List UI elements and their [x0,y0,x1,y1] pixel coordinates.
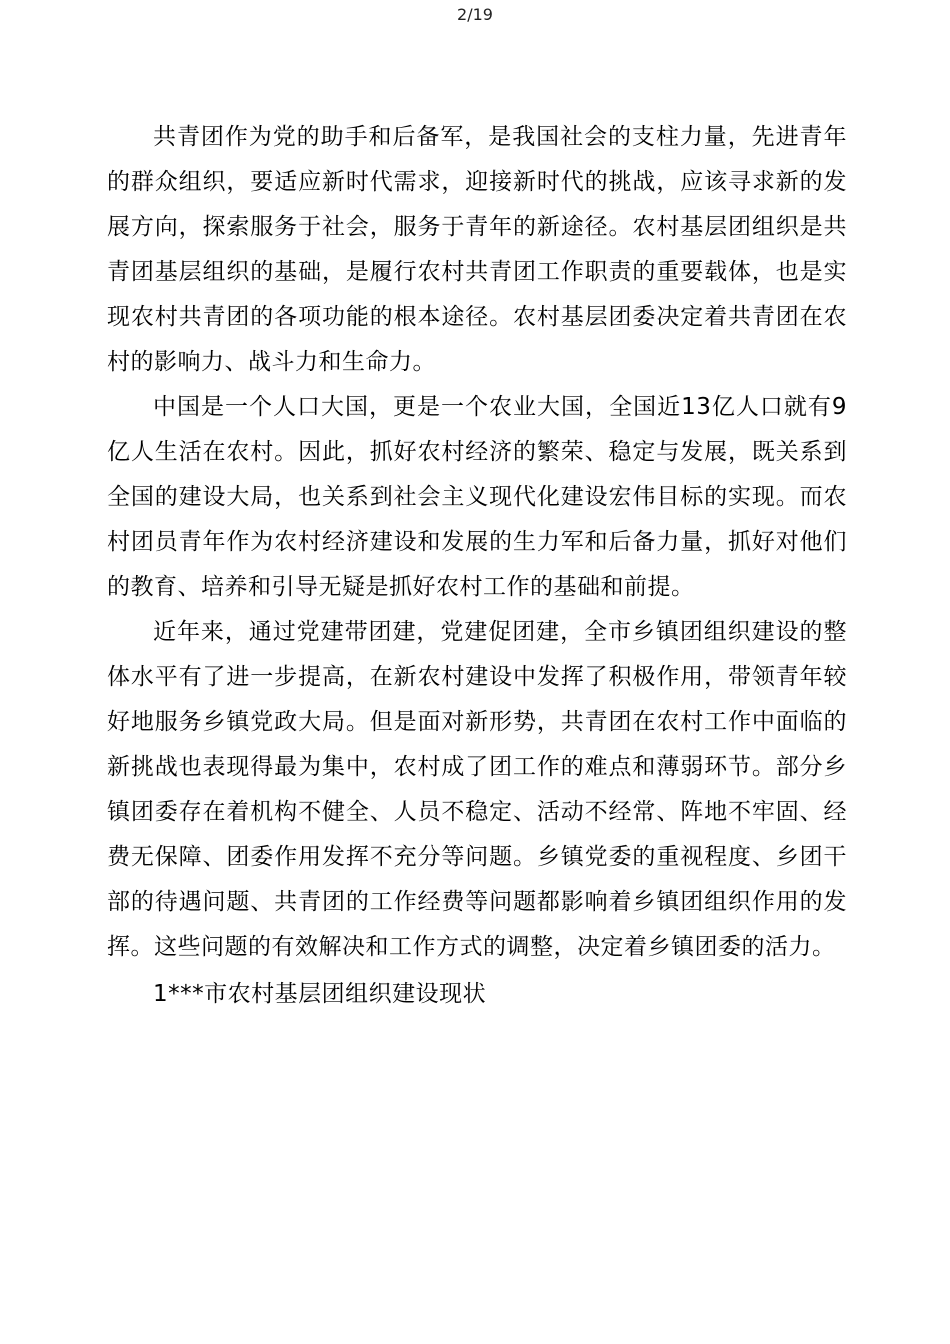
document-body [107,115,847,1017]
section-heading: 1***市农村基层团组织建设现状 [153,981,487,1007]
paragraph-intro: 共青团作为党的助手和后备军，是我国社会的支柱力量，先进青年的群众组织，要适应新时代需求，迎接新时代的挑战，应该寻求新的发展方向，探索服务于社会，服务于青年的新途径。农村基层团组织是共青团基层组织的基础，是履行农村共青团工作职责的重要载体，也是实现农村共青团的各项功能的根本途径。农村基层团委决定着共青团在农村的影响力、战斗力和生命力。 [107,124,847,375]
paragraph-rural-population: 中国是一个人口大国，更是一个农业大国，全国近13亿人口就有9亿人生活在农村。因此，抓好农村经济的繁荣、稳定与发展，既关系到全国的建设大局，也关系到社会主义现代化建设宏伟目标的实现。而农村团员青年作为农村经济建设和发展的生力军和后备力量，抓好对他们的教育、培养和引导无疑是抓好农村工作的基础和前提。 [107,394,847,600]
page-number: 2/19 [457,5,493,24]
paragraph-recent-years: 近年来，通过党建带团建，党建促团建，全市乡镇团组织建设的整体水平有了进一步提高，在新农村建设中发挥了积极作用，带领青年较好地服务乡镇党政大局。但是面对新形势，共青团在农村工作中面临的新挑战也表现得最为集中，农村成了团工作的难点和薄弱环节。部分乡镇团委存在着机构不健全、人员不稳定、活动不经常、阵地不牢固、经费无保障、团委作用发挥不充分等问题。乡镇党委的重视程度、乡团干部的待遇问题、共青团的工作经费等问题都影响着乡镇团组织作用的发挥。这些问题的有效解决和工作方式的调整，决定着乡镇团委的活力。 [107,619,847,960]
